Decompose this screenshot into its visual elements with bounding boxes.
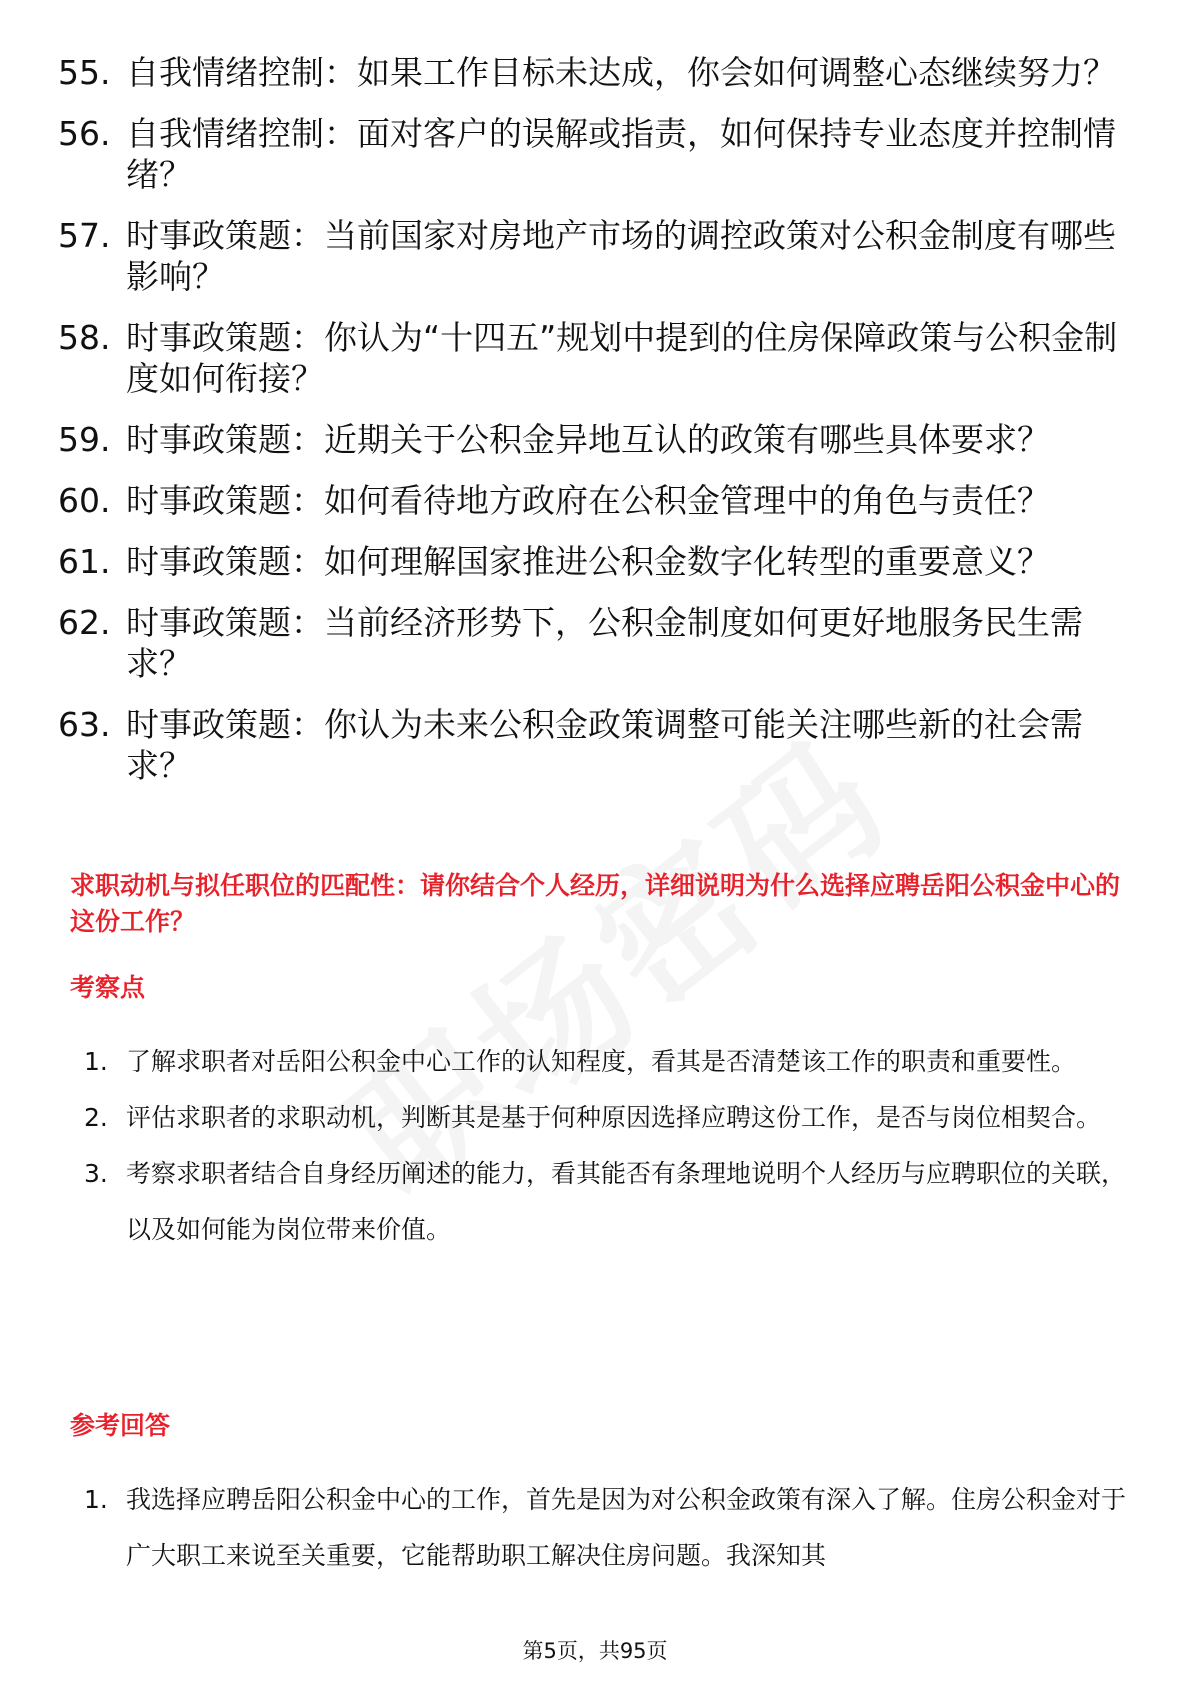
item-number: 1. (84, 1047, 108, 1076)
question-number: 59. (58, 420, 111, 459)
question-text: 时事政策题：如何看待地方政府在公积金管理中的角色与责任？ (126, 481, 1050, 520)
question-number: 60. (58, 481, 111, 520)
question-number: 57. (58, 216, 111, 255)
answer-heading: 参考回答 (70, 1411, 171, 1440)
question-text: 自我情绪控制：面对客户的误解或指责，如何保持专业态度并控制情绪？ (126, 114, 1116, 194)
list-item (58, 113, 1138, 195)
list-item (58, 317, 1138, 399)
question-text: 时事政策题：如何理解国家推进公积金数字化转型的重要意义？ (126, 542, 1050, 581)
question-text: 自我情绪控制：如果工作目标未达成，你会如何调整心态继续努力？ (126, 53, 1116, 92)
list-item (58, 704, 1138, 786)
item-text: 评估求职者的求职动机，判断其是基于何种原因选择应聘这份工作，是否与岗位相契合。 (126, 1103, 1102, 1132)
question-text: 时事政策题：你认为未来公积金政策调整可能关注哪些新的社会需求？ (126, 705, 1083, 785)
list-item (84, 1472, 1134, 1584)
list-item (84, 1090, 1134, 1146)
question-text: 时事政策题：当前国家对房地产市场的调控政策对公积金制度有哪些影响？ (126, 216, 1116, 296)
list-item (84, 1146, 1134, 1258)
item-number: 2. (84, 1103, 108, 1132)
question-number: 61. (58, 542, 111, 581)
question-number: 56. (58, 114, 111, 153)
list-item (58, 602, 1138, 684)
answer-list (84, 1472, 1134, 1584)
item-text: 考察求职者结合自身经历阐述的能力，看其能否有条理地说明个人经历与应聘职位的关联，以及如何能为岗位带来价值。 (126, 1159, 1127, 1244)
section-title: 求职动机与拟任职位的匹配性：请你结合个人经历，详细说明为什么选择应聘岳阳公积金中心的这份工作？ (70, 871, 1121, 936)
question-text: 时事政策题：你认为“十四五”规划中提到的住房保障政策与公积金制度如何衔接？ (126, 318, 1118, 398)
list-item (58, 215, 1138, 297)
page-footer: 第5页，共95页 (522, 1639, 668, 1663)
question-list (58, 52, 1138, 806)
question-number: 58. (58, 318, 111, 357)
question-number: 55. (58, 53, 111, 92)
list-item (58, 419, 1138, 460)
question-number: 62. (58, 603, 111, 642)
item-number: 1. (84, 1485, 108, 1514)
examine-heading: 考察点 (70, 973, 146, 1002)
item-text: 了解求职者对岳阳公积金中心工作的认知程度，看其是否清楚该工作的职责和重要性。 (126, 1047, 1077, 1076)
list-item (58, 52, 1138, 93)
question-number: 63. (58, 705, 111, 744)
question-text: 时事政策题：近期关于公积金异地互认的政策有哪些具体要求？ (126, 420, 1050, 459)
list-item (84, 1034, 1134, 1090)
list-item (58, 541, 1138, 582)
list-item (58, 480, 1138, 521)
item-number: 3. (84, 1159, 108, 1188)
item-text: 我选择应聘岳阳公积金中心的工作，首先是因为对公积金政策有深入了解。住房公积金对于广大职工来说至关重要，它能帮助职工解决住房问题。我深知其 (126, 1485, 1127, 1570)
examine-list (84, 1034, 1134, 1258)
question-text: 时事政策题：当前经济形势下，公积金制度如何更好地服务民生需求？ (126, 603, 1083, 683)
